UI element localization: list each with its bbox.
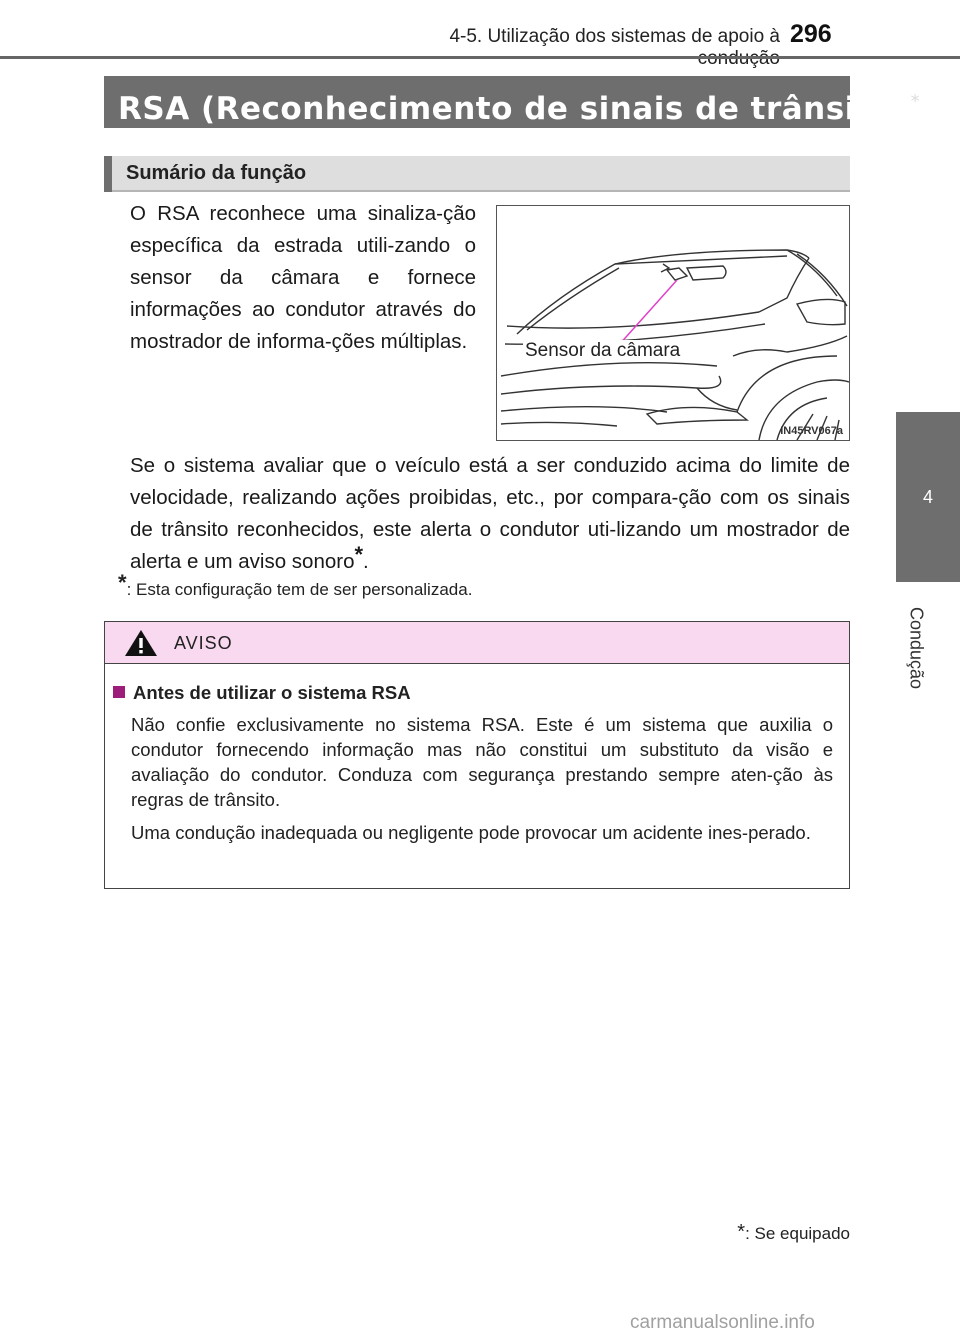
warning-header [105, 622, 849, 664]
alert-paragraph [130, 450, 850, 578]
customize-star: * [354, 542, 364, 567]
customize-footnote [118, 570, 473, 600]
subheading-text: Sumário da função [126, 162, 307, 184]
alert-paragraph-text: Se o sistema avaliar que o veículo está a ser conduzido acima do limite de velocidade, realizando ações proibidas, etc., por compara-ção com os sinais de trânsito reconhecidos, este alerta o condutor uti-lizando um mostrador de alerta e um aviso sonoro [130, 454, 850, 573]
chapter-label-text: Condução [906, 606, 927, 690]
page-number: 296 [790, 20, 832, 48]
equipped-note-marker: * [737, 1221, 746, 1243]
alert-paragraph-end: . [363, 550, 369, 573]
equipped-marker: * [910, 91, 921, 112]
footnote-text: : Esta configuração tem de ser personalizada. [126, 580, 473, 599]
main-title [104, 76, 921, 128]
equipped-note [720, 1221, 850, 1244]
intro-paragraph: O RSA reconhece uma sinaliza-ção específica da estrada utili-zando o sensor da câmara e fornece informações ao condutor através do mostrador de informa-ções múltiplas. [130, 202, 476, 353]
warning-paragraph: Não confie exclusivamente no sistema RSA. Este é um sistema que auxilia o condutor fornecendo informação mas não constitui um substituto da visão e avaliação do condutor. Conduza com segurança prestando sempre aten-ção às regras de trânsito. [131, 714, 833, 810]
square-bullet-icon [113, 686, 125, 698]
subheading-bar [104, 156, 112, 192]
chapter-label [884, 608, 948, 688]
warning-box [104, 621, 850, 889]
warning-triangle-icon [123, 628, 159, 658]
section-title: 4-5. Utilização dos sistemas de apoio à [449, 26, 780, 47]
warning-paragraph: Uma condução inadequada ou negligente pode provocar um acidente ines-perado. [131, 822, 811, 843]
warning-title: AVISO [174, 633, 233, 653]
windshield-illustration [497, 206, 849, 440]
footnote-star: * [118, 570, 127, 595]
warning-body [113, 682, 833, 845]
watermark: carmanualsonline.info [630, 1312, 815, 1333]
equipped-note-text: : Se equipado [745, 1224, 850, 1243]
camera-sensor-callout: Sensor da câmara [525, 340, 681, 361]
subheading [104, 156, 850, 192]
chapter-tab: 4 [896, 412, 960, 582]
main-title-text: RSA (Reconhecimento de sinais de trânsito) [118, 91, 908, 127]
warning-item-title-text: Antes de utilizar o sistema RSA [133, 682, 411, 703]
camera-figure [496, 205, 850, 441]
header-rule [0, 56, 960, 59]
warning-item-title [113, 682, 833, 704]
figure-code: IN45RV067a [780, 425, 843, 437]
